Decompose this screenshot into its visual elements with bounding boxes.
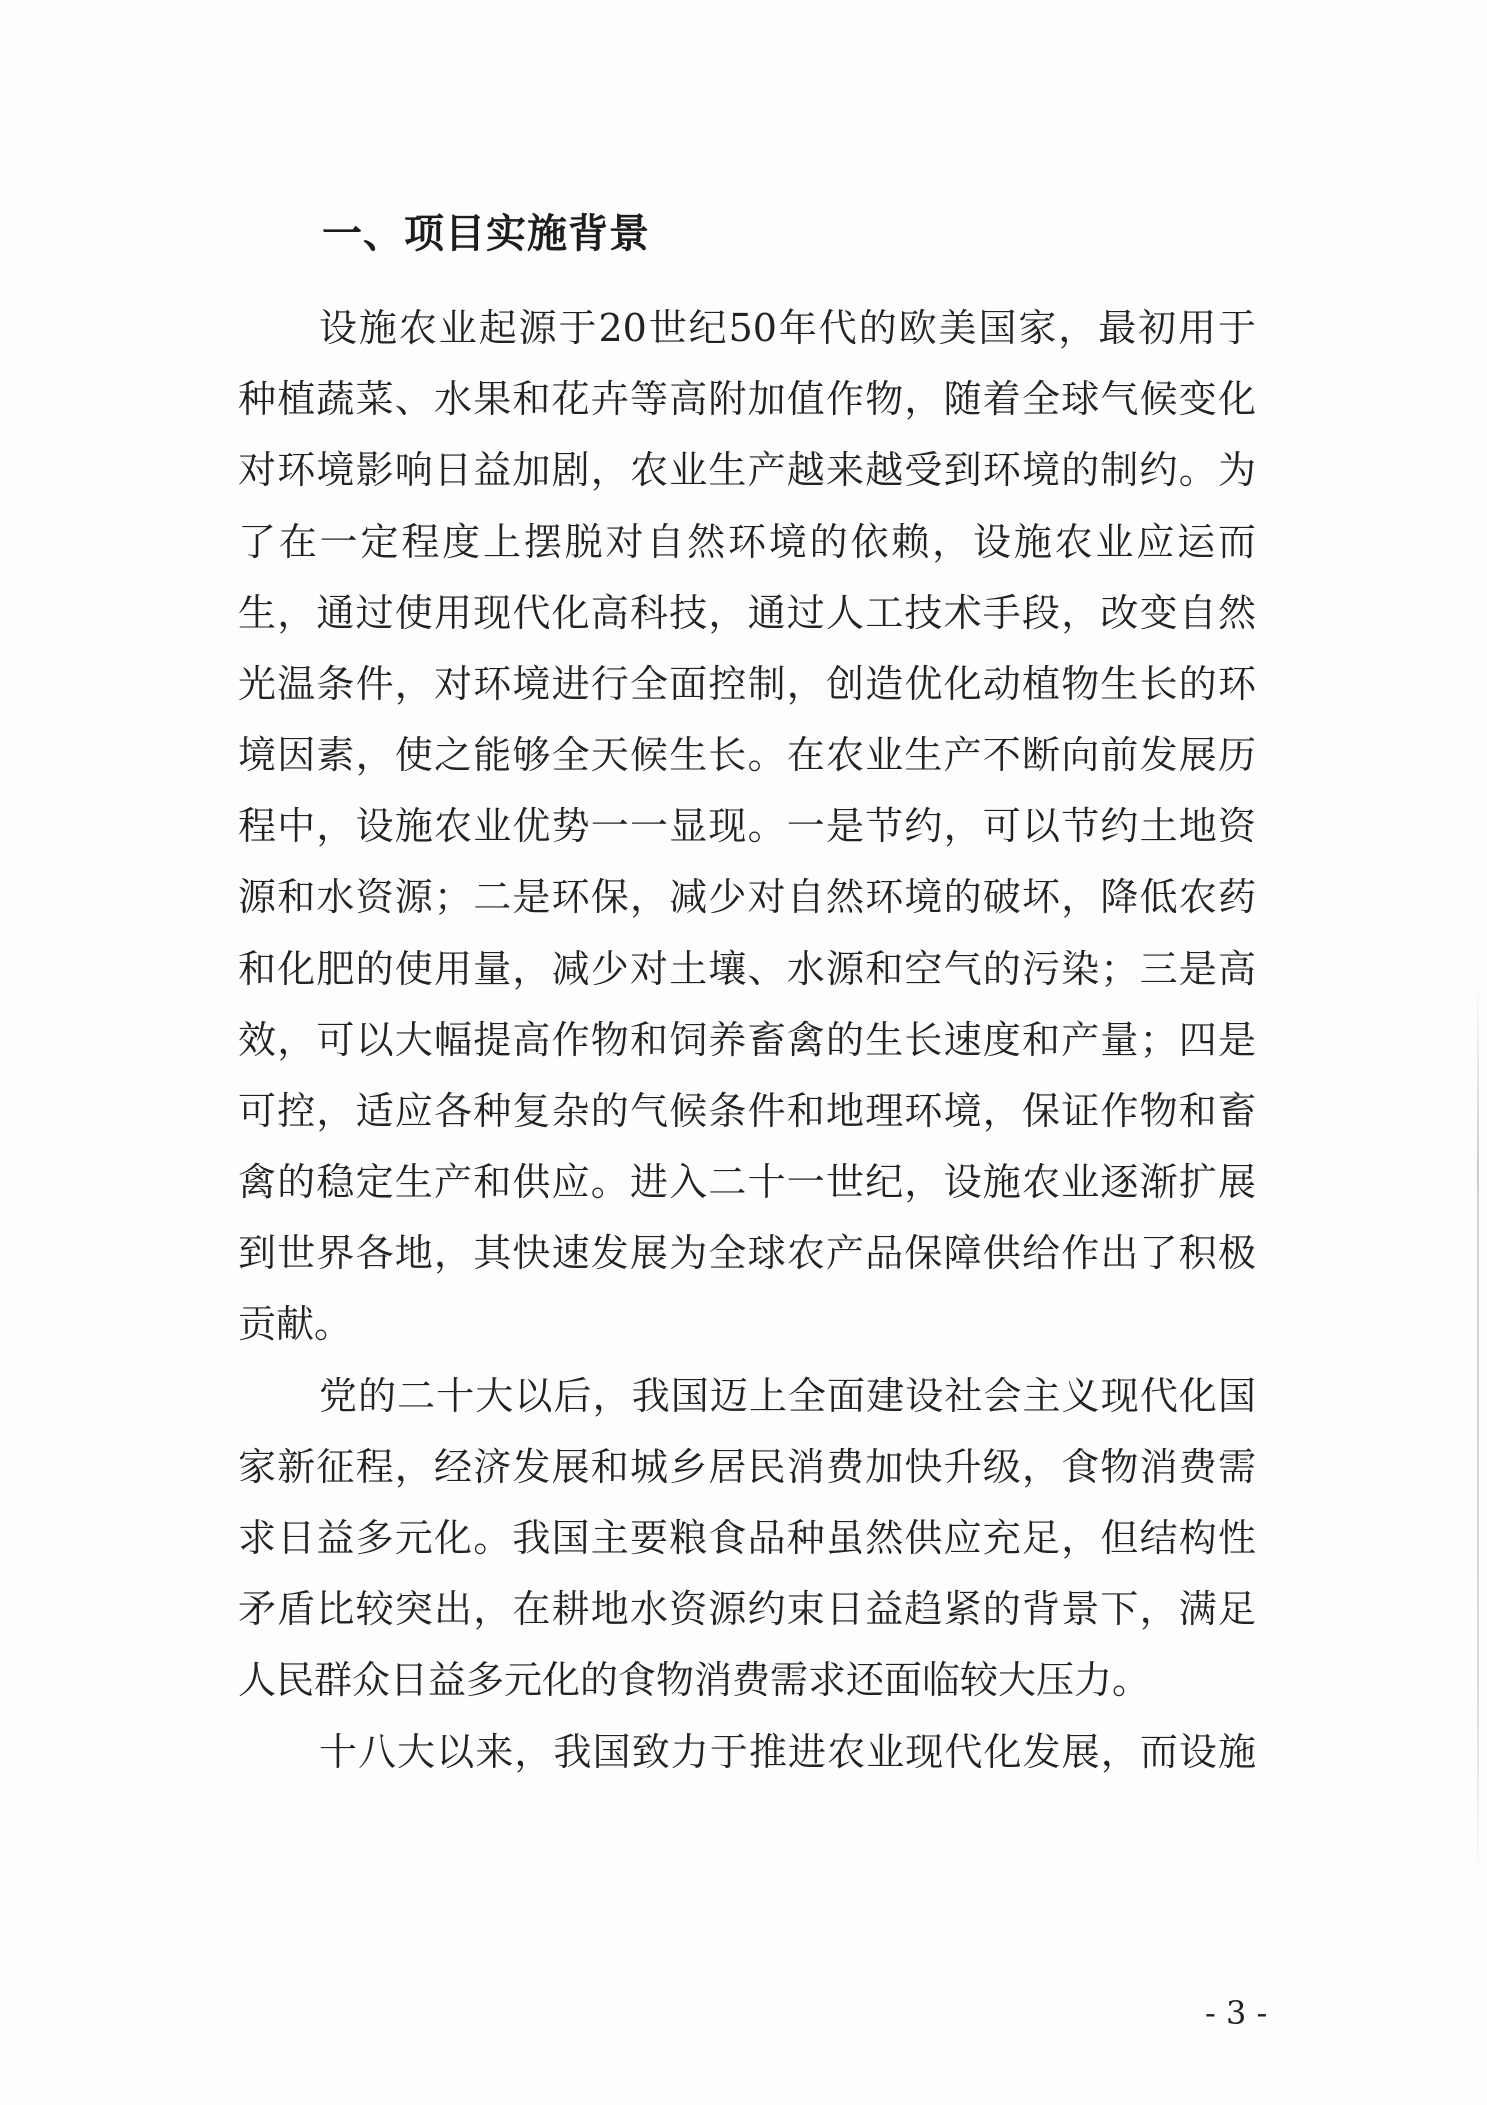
paragraph-line: 和化肥的使用量，减少对土壤、水源和空气的污染；三是高 xyxy=(238,947,1256,991)
paragraph-line: 对环境影响日益加剧，农业生产越来越受到环境的制约。为 xyxy=(238,448,1256,492)
paragraph-line: 程中，设施农业优势一一显现。一是节约，可以节约土地资 xyxy=(238,804,1256,848)
paragraph-line: 到世界各地，其快速发展为全球农产品保障供给作出了积极 xyxy=(238,1231,1256,1275)
paragraph-line: 生，通过使用现代化高科技，通过人工技术手段，改变自然 xyxy=(238,591,1256,635)
paragraph-line: 十八大以来，我国致力于推进农业现代化发展，而设施 xyxy=(319,1730,1256,1774)
paragraph-line: 种植蔬菜、水果和花卉等高附加值作物，随着全球气候变化 xyxy=(238,377,1256,421)
paragraph-line: 设施农业起源于20世纪50年代的欧美国家，最初用于 xyxy=(319,306,1256,350)
scan-edge-mark xyxy=(1477,980,1479,1880)
paragraph-line: 源和水资源；二是环保，减少对自然环境的破坏，降低农药 xyxy=(238,875,1256,919)
paragraph-line: 可控，适应各种复杂的气候条件和地理环境，保证作物和畜 xyxy=(238,1089,1256,1133)
paragraph-line: 效，可以大幅提高作物和饲养畜禽的生长速度和产量；四是 xyxy=(238,1018,1256,1062)
paragraph-line: 家新征程，经济发展和城乡居民消费加快升级，食物消费需 xyxy=(238,1445,1256,1489)
section-heading: 一、项目实施背景 xyxy=(322,211,650,257)
paragraph-line: 禽的稳定生产和供应。进入二十一世纪，设施农业逐渐扩展 xyxy=(238,1160,1256,1204)
paragraph-line: 党的二十大以后，我国迈上全面建设社会主义现代化国 xyxy=(319,1374,1256,1418)
paragraph-line: 境因素，使之能够全天候生长。在农业生产不断向前发展历 xyxy=(238,733,1256,777)
paragraph-line: 求日益多元化。我国主要粮食品种虽然供应充足，但结构性 xyxy=(238,1516,1256,1560)
paragraph-line: 人民群众日益多元化的食物消费需求还面临较大压力。 xyxy=(238,1658,1151,1702)
page-number: - 3 - xyxy=(1205,1994,1268,2032)
paragraph-line: 光温条件，对环境进行全面控制，创造优化动植物生长的环 xyxy=(238,662,1256,706)
paragraph-line: 矛盾比较突出，在耕地水资源约束日益趋紧的背景下，满足 xyxy=(238,1587,1256,1631)
paragraph-line: 了在一定程度上摆脱对自然环境的依赖，设施农业应运而 xyxy=(238,520,1256,564)
paragraph-line: 贡献。 xyxy=(238,1302,353,1346)
